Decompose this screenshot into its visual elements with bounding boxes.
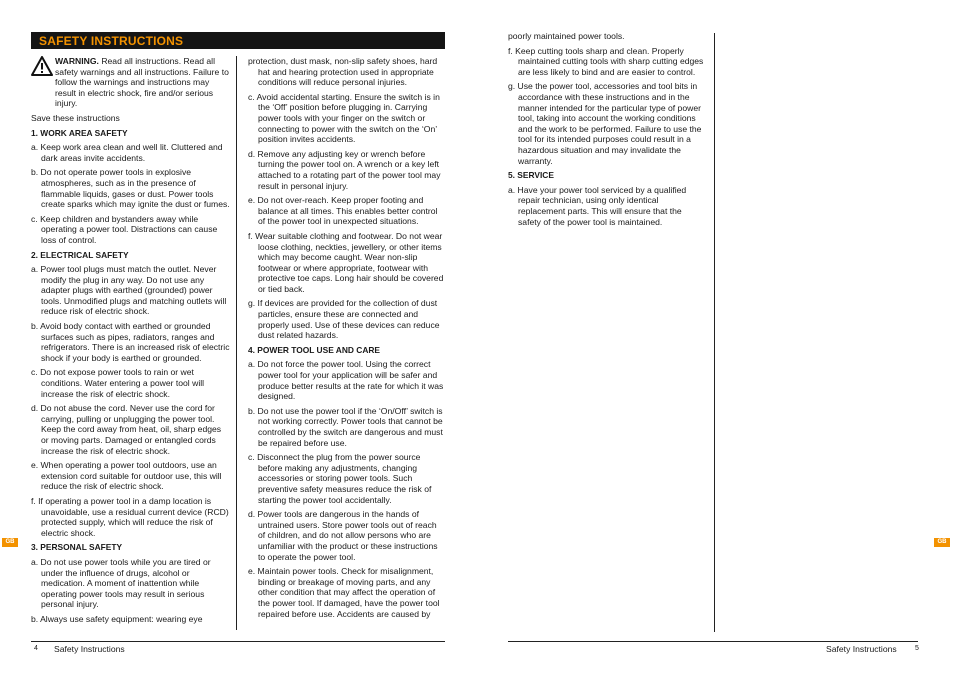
list-item: g. If devices are provided for the collection of dust particles, ensure these are connected and properly used. Use of these devices can reduce dust related hazards. bbox=[248, 298, 440, 341]
language-tag-left: GB bbox=[2, 538, 18, 547]
list-item: b. Avoid body contact with earthed or grounded surfaces such as pipes, radiators, ranges and refrigerators. There is an increased risk of electric shock if your body is earthed or grounded. bbox=[31, 321, 230, 363]
list-item: b. Always use safety equipment: wearing eye bbox=[31, 613, 203, 624]
list-item: e. Do not over-reach. Keep proper footing and balance at all times. This enables better control of the power tool in unexpected situations. bbox=[248, 195, 438, 227]
list-item: c. Avoid accidental starting. Ensure the switch is in the ‘Off’ position before plugging in. Carrying power tools with your finger on the switch or connecting to power with the switch on the ‘On’ position invites accidents. bbox=[248, 91, 440, 145]
section-heading-work-area: 1. WORK AREA SAFETY bbox=[31, 127, 128, 138]
page-number-right: 5 bbox=[915, 645, 919, 652]
list-item: e. Maintain power tools. Check for misalignment, binding or breakage of moving parts, and any other condition that may affect the operation of the power tool. If damaged, have the power tool repaired before use. Accidents are caused by bbox=[248, 566, 440, 619]
list-item: f. Keep cutting tools sharp and clean. Properly maintained cutting tools with sharp cutting edges are less likely to bind and are easier to control. bbox=[508, 45, 704, 77]
section-banner bbox=[31, 32, 445, 49]
list-item: c. Do not expose power tools to rain or wet conditions. Water entering a power tool will increase the risk of electric shock. bbox=[31, 367, 205, 399]
footer-rule-right bbox=[508, 641, 918, 642]
list-item: a. Do not use power tools while you are tired or under the influence of drugs, alcohol or medication. A moment of inattention while operating power tools may result in serious personal injury. bbox=[31, 556, 211, 610]
footer-label-right: Safety Instructions bbox=[826, 644, 897, 654]
list-item: g. Use the power tool, accessories and tool bits in accordance with these instructions and in the manner intended for the particular type of power tool, taking into account the working conditions and the work to be performed. Failure to use the tool for its intended purposes could result in a hazardous situation and may invalidate the warranty. bbox=[508, 81, 702, 166]
column-divider bbox=[236, 56, 237, 630]
page-number-left: 4 bbox=[34, 645, 38, 652]
warning-icon bbox=[31, 56, 53, 76]
column-1 bbox=[31, 56, 231, 629]
list-item: a. Have your power tool serviced by a qualified repair technician, using only identical replacement parts. This will ensure that the safety of the power tool is maintained. bbox=[508, 184, 687, 227]
list-item: f. Wear suitable clothing and footwear. Do not wear loose clothing, neckties, jewellery, or other items which may become caught. Wear non-slip footwear or where appropriate, footwear with protective toe caps. Long hair should be covered or tied back. bbox=[248, 230, 444, 294]
column-3 bbox=[508, 31, 705, 231]
list-item: a. Power tool plugs must match the outlet. Never modify the plug in any way. Do not use any adapter plugs with earthed (grounded) power tools. Unmodified plugs and matching outlets will reduce risk of electric shock. bbox=[31, 264, 227, 317]
list-item: d. Do not abuse the cord. Never use the cord for carrying, pulling or unplugging the power tool. Keep the cord away from heat, oil, sharp edges or moving parts. Damaged or entangled cords increase the risk of electric shock. bbox=[31, 403, 222, 456]
section-heading-service: 5. SERVICE bbox=[508, 170, 554, 181]
list-item: b. Do not use the power tool if the ‘On/Off’ switch is not working correctly. Power tools that cannot be controlled by the switch are dangerous and must be repaired before use. bbox=[248, 405, 443, 448]
list-item: e. When operating a power tool outdoors, use an extension cord suitable for outdoor use, this will reduce the risk of electric shock. bbox=[31, 460, 222, 492]
list-item: d. Power tools are dangerous in the hands of untrained users. Store power tools out of reach of children, and do not allow persons who are unfamiliar with the product or these instructions to operate the power tool. bbox=[248, 509, 438, 562]
warning-block bbox=[31, 56, 231, 109]
column-2 bbox=[248, 56, 445, 623]
language-tag-right: GB bbox=[934, 538, 950, 547]
save-instructions-text: Save these instructions bbox=[31, 112, 120, 123]
list-item: c. Keep children and bystanders away while operating a power tool. Distractions can cause loss of control. bbox=[31, 213, 218, 245]
section-heading-electrical: 2. ELECTRICAL SAFETY bbox=[31, 249, 129, 260]
list-item: poorly maintained power tools. bbox=[508, 31, 625, 41]
section-heading-personal: 3. PERSONAL SAFETY bbox=[31, 542, 123, 553]
list-item: a. Do not force the power tool. Using the correct power tool for your application will be safer and produce better results at the rate for which it was designed. bbox=[248, 359, 444, 402]
section-heading-tool-use: 4. POWER TOOL USE AND CARE bbox=[248, 344, 380, 355]
footer-label-left: Safety Instructions bbox=[54, 644, 125, 654]
list-item: a. Keep work area clean and well lit. Cluttered and dark areas invite accidents. bbox=[31, 142, 223, 163]
list-item: d. Remove any adjusting key or wrench before turning the power tool on. A wrench or a key left attached to a rotating part of the power tool may result in personal injury. bbox=[248, 148, 441, 191]
list-item: c. Disconnect the plug from the power source before making any adjustments, changing accessories or storing power tools. Such preventive safety measures reduce the risk of starting the power tool accidentally. bbox=[248, 452, 432, 505]
list-item: protection, dust mask, non-slip safety shoes, hard hat and hearing protection used in appropriate conditions will reduce personal injuries. bbox=[248, 56, 438, 88]
warning-label: WARNING. bbox=[55, 56, 99, 66]
column-divider bbox=[714, 33, 715, 632]
list-item: f. If operating a power tool in a damp location is unavoidable, use a residual current device (RCD) protected supply, which will reduce the risk of electric shock. bbox=[31, 495, 229, 538]
list-item: b. Do not operate power tools in explosive atmospheres, such as in the presence of flammable liquids, gases or dust. Power tools create sparks which may ignite the dust or fumes. bbox=[31, 167, 230, 210]
banner-title: SAFETY INSTRUCTIONS bbox=[39, 34, 184, 48]
warning-text: Read all instructions. Read all safety warnings and all instructions. Failure to follow the warnings and instructions may result in electric shock, fire and/or serious injury. bbox=[55, 56, 229, 109]
footer-rule-left bbox=[31, 641, 445, 642]
